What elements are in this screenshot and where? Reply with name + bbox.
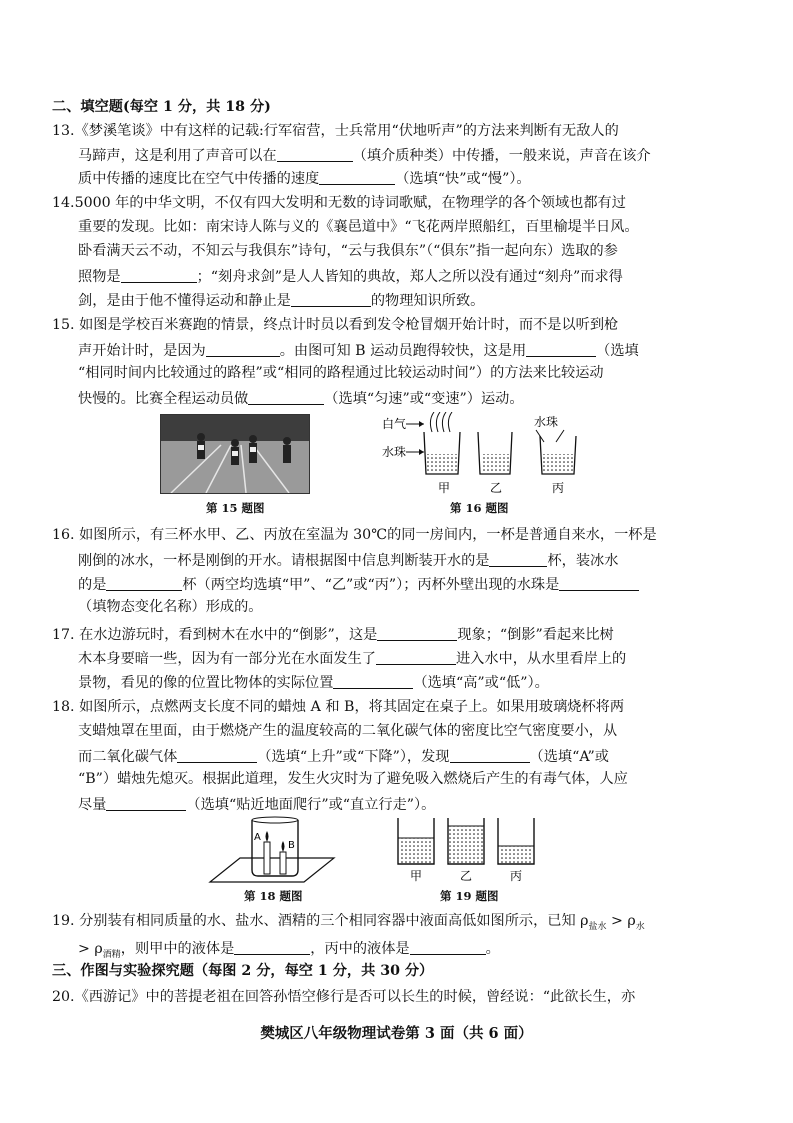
- q14-line5: 剑，是由于他不懂得运动和静止是 的物理知识所致。: [78, 293, 485, 310]
- answer-blank[interactable]: [106, 576, 182, 591]
- q14-line2: 重要的发现。比如：南宋诗人陈与义的《襄邑道中》“飞花两岸照船红，百里榆堤半日风。: [78, 219, 639, 235]
- fig18-caption: 第 18 题图: [244, 889, 303, 903]
- q16-line2: 刚倒的冰水，一杯是刚倒的开水。请根据图中信息判断装开水的是 杯，装冰水: [78, 553, 619, 570]
- cup-label-c: 丙: [552, 481, 565, 494]
- label-drops-left: 水珠: [382, 445, 407, 459]
- race-photo: [160, 414, 310, 494]
- section-exp-title: 三、作图与实验探究题（每图 2 分，每空 1 分，共 30 分）: [52, 963, 434, 979]
- cup-label-a: 甲: [410, 869, 423, 883]
- section-fill-title: 二、填空题(每空 1 分，共 18 分): [52, 99, 271, 115]
- q16-line4: （填物态变化名称）形成的。: [78, 599, 263, 615]
- cup-label-b: 乙: [490, 481, 503, 494]
- label-drops-top: 水珠: [534, 415, 559, 429]
- answer-blank[interactable]: [489, 552, 547, 567]
- label-candle-a: A: [254, 832, 261, 843]
- page-footer: 樊城区八年级物理试卷第 3 面（共 6 面）: [260, 1025, 533, 1042]
- q20-line1: 20.《西游记》中的菩提老祖在回答孙悟空修行是否可以长生的时候，曾经说：“此欲长生，亦: [52, 989, 636, 1005]
- q18-line3: 而二氧化碳气体 （选填“上升”或“下降”），发现 （选填“A”或: [78, 749, 609, 766]
- fig19-diagram: [392, 816, 542, 886]
- answer-blank[interactable]: [559, 576, 639, 591]
- answer-blank[interactable]: [526, 342, 596, 357]
- q14-line3: 卧看满天云不动，不知云与我俱东”诗句，“云与我俱东”（“俱东”指一起向东）选取的参: [78, 243, 618, 259]
- answer-blank[interactable]: [376, 650, 456, 665]
- answer-blank[interactable]: [291, 292, 371, 307]
- cup-label-b: 乙: [460, 869, 473, 883]
- q17-line1: 17. 在水边游玩时，看到树木在水中的“倒影”，这是 现象；“倒影”看起来比树: [52, 627, 614, 644]
- answer-blank[interactable]: [450, 748, 530, 763]
- answer-blank[interactable]: [333, 674, 413, 689]
- q18-line4: “B”）蜡烛先熄灭。根据此道理，发生火灾时为了避免吸入燃烧后产生的有毒气体，人应: [78, 771, 628, 787]
- cup-label-c: 丙: [510, 869, 523, 883]
- answer-blank[interactable]: [319, 170, 395, 185]
- answer-blank[interactable]: [121, 268, 197, 283]
- answer-blank[interactable]: [177, 748, 257, 763]
- q13-line1: 13.《梦溪笔谈》中有这样的记载:行军宿营，士兵常用“伏地听声”的方法来判断有无敌人的: [52, 123, 619, 139]
- fig16-caption: 第 16 题图: [450, 501, 509, 515]
- q19-line2: > $\rho_{酒精}$，则甲中的液体是 ，丙中的液体是 。: [78, 941, 500, 961]
- fig19-caption: 第 19 题图: [440, 889, 499, 903]
- label-candle-b: B: [288, 840, 295, 851]
- fig15-caption: 第 15 题图: [206, 501, 265, 515]
- q13-line2: 马蹄声，这是利用了声音可以在 （填介质种类）中传播，一般来说，声音在该介: [78, 148, 651, 165]
- cup-label-a: 甲: [438, 481, 451, 494]
- q17-line3: 景物，看见的像的位置比物体的实际位置 （选填“高”或“低”）。: [78, 675, 549, 692]
- q15-line2: 声开始计时，是因为 。由图可知 B 运动员跑得较快，这是用 （选填: [78, 343, 639, 360]
- q17-line2: 木本身要暗一些，因为有一部分光在水面发生了 进入水中，从水里看岸上的: [78, 651, 627, 668]
- answer-blank[interactable]: [234, 940, 310, 955]
- q18-line2: 支蜡烛罩在里面，由于燃烧产生的温度较高的二氧化碳气体的密度比空气密度要小，从: [78, 723, 618, 739]
- label-steam: 白气: [382, 417, 407, 431]
- answer-blank[interactable]: [106, 796, 186, 811]
- q15-line3: “相同时间内比较通过的路程”或“相同的路程通过比较运动时间”）的方法来比较运动: [78, 365, 604, 381]
- q14-line1: 14.5000 年的中华文明，不仅有四大发明和无数的诗词歌赋，在物理学的各个领域也都有过: [52, 195, 626, 211]
- answer-blank[interactable]: [377, 626, 457, 641]
- fig18-diagram: [206, 816, 336, 886]
- answer-blank[interactable]: [248, 390, 324, 405]
- answer-blank[interactable]: [277, 147, 353, 162]
- q14-line4: 照物是 ；“刻舟求剑”是人人皆知的典故，郑人之所以没有通过“刻舟”而求得: [78, 269, 623, 286]
- answer-blank[interactable]: [206, 342, 280, 357]
- q13-line3: 质中传播的速度比在空气中传播的速度 （选填“快”或“慢”）。: [78, 171, 531, 188]
- q16-line1: 16. 如图所示，有三杯水甲、乙、丙放在室温为 30℃的同一房间内，一杯是普通自来水，一杯是: [52, 527, 657, 543]
- q15-line1: 15. 如图是学校百米赛跑的情景，终点计时员以看到发令枪冒烟开始计时，而不是以听到枪: [52, 317, 619, 333]
- q18-line5: 尽量 （选填“贴近地面爬行”或“直立行走”）。: [78, 797, 436, 814]
- fig16-diagram: [378, 412, 598, 494]
- q19-line1: 19. 分别装有相同质量的水、盐水、酒精的三个相同容器中液面高低如图所示，已知 $\rho_{盐水} > \rho_水$: [52, 913, 645, 932]
- answer-blank[interactable]: [410, 940, 486, 955]
- q16-line3: 的是 杯（两空均选填“甲”、“乙”或“丙”）；丙杯外壁出现的水珠是: [78, 576, 639, 592]
- q18-line1: 18. 如图所示，点燃两支长度不同的蜡烛 A 和 B，将其固定在桌子上。如果用玻璃烧杯将两: [52, 699, 625, 715]
- q15-line4: 快慢的。比赛全程运动员做 （选填“匀速”或“变速”）运动。: [78, 391, 524, 408]
